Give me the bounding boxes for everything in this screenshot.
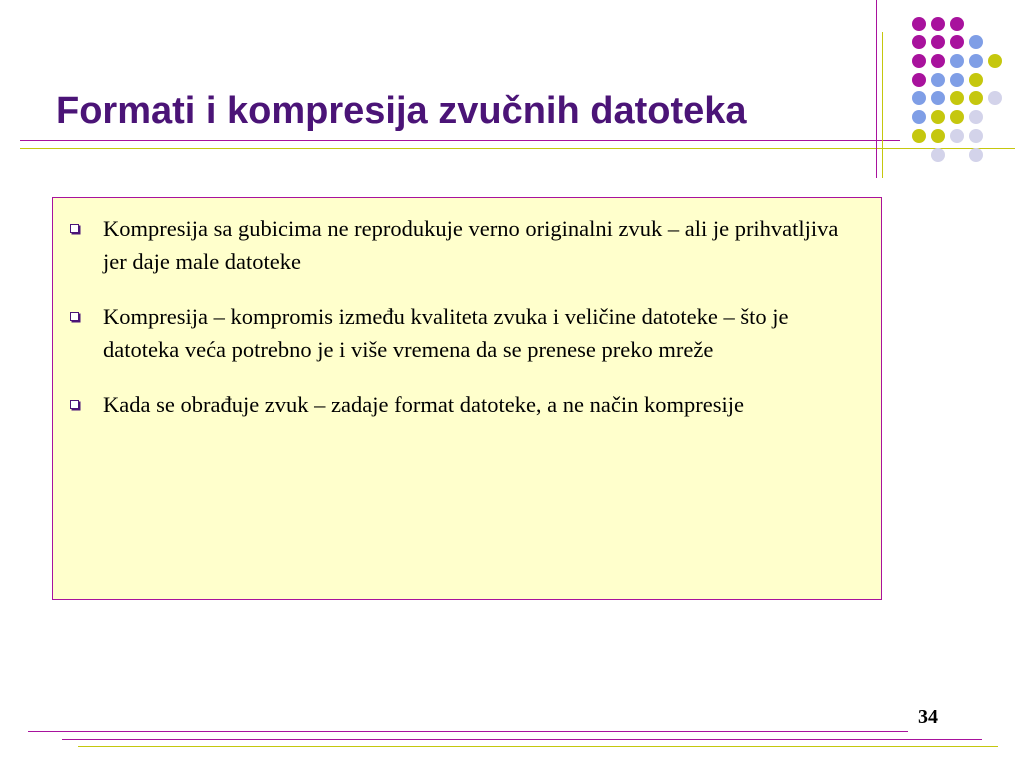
dot-blue	[912, 91, 926, 105]
dot-blue	[950, 54, 964, 68]
bullet-text: Kompresija – kompromis između kvaliteta zvuka i veličine datoteke – što je datoteka veća potrebno je i više vremena da se prenese preko mreže	[103, 304, 789, 362]
dot-olive	[950, 91, 964, 105]
footer-line-olive	[78, 746, 998, 747]
dot-olive	[931, 129, 945, 143]
dot-purple	[912, 73, 926, 87]
dot-purple	[931, 17, 945, 31]
dot-olive	[988, 54, 1002, 68]
page-number: 34	[918, 706, 938, 728]
divider-vertical-olive	[882, 32, 883, 178]
content-box	[52, 197, 882, 600]
square-bullet-icon	[70, 400, 79, 409]
bullet-text: Kompresija sa gubicima ne reprodukuje verno originalni zvuk – ali je prihvatljiva jer daje male datoteke	[103, 216, 839, 274]
bullet-list	[53, 198, 881, 421]
dot-olive	[950, 110, 964, 124]
footer-line-purple-right	[62, 739, 982, 740]
dot-purple	[931, 35, 945, 49]
bullet-item	[67, 388, 865, 421]
dot-lavender	[988, 91, 1002, 105]
dot-purple	[912, 54, 926, 68]
dot-lavender	[969, 148, 983, 162]
dot-purple	[912, 17, 926, 31]
dot-purple	[912, 35, 926, 49]
dot-olive	[912, 129, 926, 143]
dot-purple	[950, 17, 964, 31]
dot-lavender	[931, 148, 945, 162]
footer-line-purple	[28, 731, 908, 732]
bullet-item	[67, 300, 865, 366]
dot-lavender	[969, 129, 983, 143]
dot-blue	[969, 35, 983, 49]
dot-lavender	[950, 129, 964, 143]
dot-blue	[931, 91, 945, 105]
title-underline-olive	[20, 148, 1015, 149]
bullet-text: Kada se obrađuje zvuk – zadaje format datoteke, a ne način kompresije	[103, 392, 744, 417]
title-underline-purple	[20, 140, 900, 141]
dot-olive	[969, 91, 983, 105]
dot-blue	[950, 73, 964, 87]
dot-olive	[931, 110, 945, 124]
dot-lavender	[969, 110, 983, 124]
bullet-item	[67, 212, 865, 278]
dot-blue	[912, 110, 926, 124]
dot-olive	[969, 73, 983, 87]
dot-blue	[931, 73, 945, 87]
dot-purple	[950, 35, 964, 49]
divider-vertical-purple	[876, 0, 877, 178]
slide-title: Formati i kompresija zvučnih datoteka	[56, 90, 747, 132]
square-bullet-icon	[70, 224, 79, 233]
dot-blue	[969, 54, 983, 68]
dot-purple	[931, 54, 945, 68]
square-bullet-icon	[70, 312, 79, 321]
